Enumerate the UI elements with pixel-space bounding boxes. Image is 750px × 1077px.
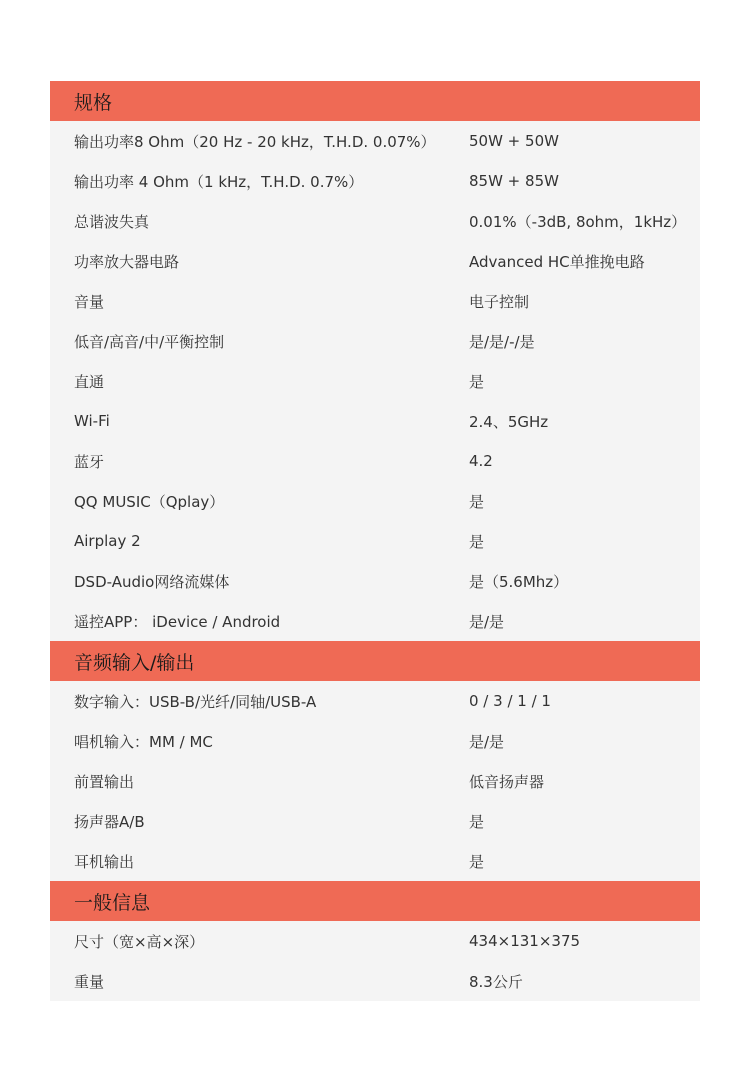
spec-label: 耳机输出 xyxy=(74,852,135,871)
spec-label: 遥控APP： iDevice / Android xyxy=(74,612,281,631)
spec-row xyxy=(50,321,700,361)
spec-table xyxy=(50,81,700,1001)
spec-label: Wi-Fi xyxy=(74,412,110,430)
spec-row xyxy=(50,761,700,801)
spec-value: 是/是 xyxy=(469,612,505,631)
spec-label: 功率放大器电路 xyxy=(74,252,180,271)
spec-label: DSD-Audio网络流媒体 xyxy=(74,572,230,591)
spec-value: 是 xyxy=(469,812,485,831)
section-specifications xyxy=(50,81,700,641)
spec-value: 是（5.6Mhz） xyxy=(469,572,569,591)
spec-value: Advanced HC单推挽电路 xyxy=(469,252,645,271)
spec-row xyxy=(50,401,700,441)
spec-value: 0 / 3 / 1 / 1 xyxy=(469,692,551,710)
spec-label: 蓝牙 xyxy=(74,452,105,471)
spec-label: 尺寸（宽×高×深） xyxy=(74,932,205,951)
spec-value: 85W + 85W xyxy=(469,172,559,190)
spec-value: 8.3公斤 xyxy=(469,972,523,991)
spec-value: 是 xyxy=(469,532,485,551)
section-header: 音频输入/输出 xyxy=(50,641,700,681)
spec-label: 前置输出 xyxy=(74,772,135,791)
spec-row xyxy=(50,841,700,881)
spec-label: 扬声器A/B xyxy=(74,812,145,831)
spec-row xyxy=(50,561,700,601)
spec-label: 低音/高音/中/平衡控制 xyxy=(74,332,225,351)
spec-value: 是/是/-/是 xyxy=(469,332,535,351)
spec-row xyxy=(50,481,700,521)
spec-row xyxy=(50,121,700,161)
spec-row xyxy=(50,721,700,761)
spec-label: Airplay 2 xyxy=(74,532,141,550)
spec-row xyxy=(50,601,700,641)
spec-row xyxy=(50,521,700,561)
spec-row xyxy=(50,161,700,201)
spec-value: 是 xyxy=(469,852,485,871)
spec-row xyxy=(50,201,700,241)
spec-label: 输出功率 4 Ohm（1 kHz，T.H.D. 0.7%） xyxy=(74,172,364,191)
spec-row xyxy=(50,241,700,281)
spec-row xyxy=(50,961,700,1001)
spec-label: 重量 xyxy=(74,972,105,991)
spec-value: 是/是 xyxy=(469,732,505,751)
spec-row xyxy=(50,921,700,961)
spec-row xyxy=(50,681,700,721)
spec-value: 是 xyxy=(469,492,485,511)
spec-value: 电子控制 xyxy=(469,292,530,311)
spec-label: 唱机输入：MM / MC xyxy=(74,732,213,751)
spec-value: 0.01%（-3dB, 8ohm，1kHz） xyxy=(469,212,687,231)
section-header: 规格 xyxy=(50,81,700,121)
spec-label: 音量 xyxy=(74,292,105,311)
spec-row xyxy=(50,441,700,481)
spec-value: 434×131×375 xyxy=(469,932,581,950)
section-audio-io xyxy=(50,641,700,881)
section-header: 一般信息 xyxy=(50,881,700,921)
spec-value: 低音扬声器 xyxy=(469,772,545,791)
spec-value: 50W + 50W xyxy=(469,132,559,150)
spec-row xyxy=(50,801,700,841)
spec-label: QQ MUSIC（Qplay） xyxy=(74,492,225,511)
spec-row xyxy=(50,281,700,321)
spec-label: 输出功率8 Ohm（20 Hz - 20 kHz，T.H.D. 0.07%） xyxy=(74,132,436,151)
spec-value: 是 xyxy=(469,372,485,391)
spec-label: 数字输入：USB-B/光纤/同轴/USB-A xyxy=(74,692,317,711)
spec-label: 直通 xyxy=(74,372,105,391)
spec-value: 4.2 xyxy=(469,452,493,470)
spec-label: 总谐波失真 xyxy=(74,212,150,231)
spec-value: 2.4、5GHz xyxy=(469,412,549,431)
spec-row xyxy=(50,361,700,401)
section-general-info xyxy=(50,881,700,1001)
